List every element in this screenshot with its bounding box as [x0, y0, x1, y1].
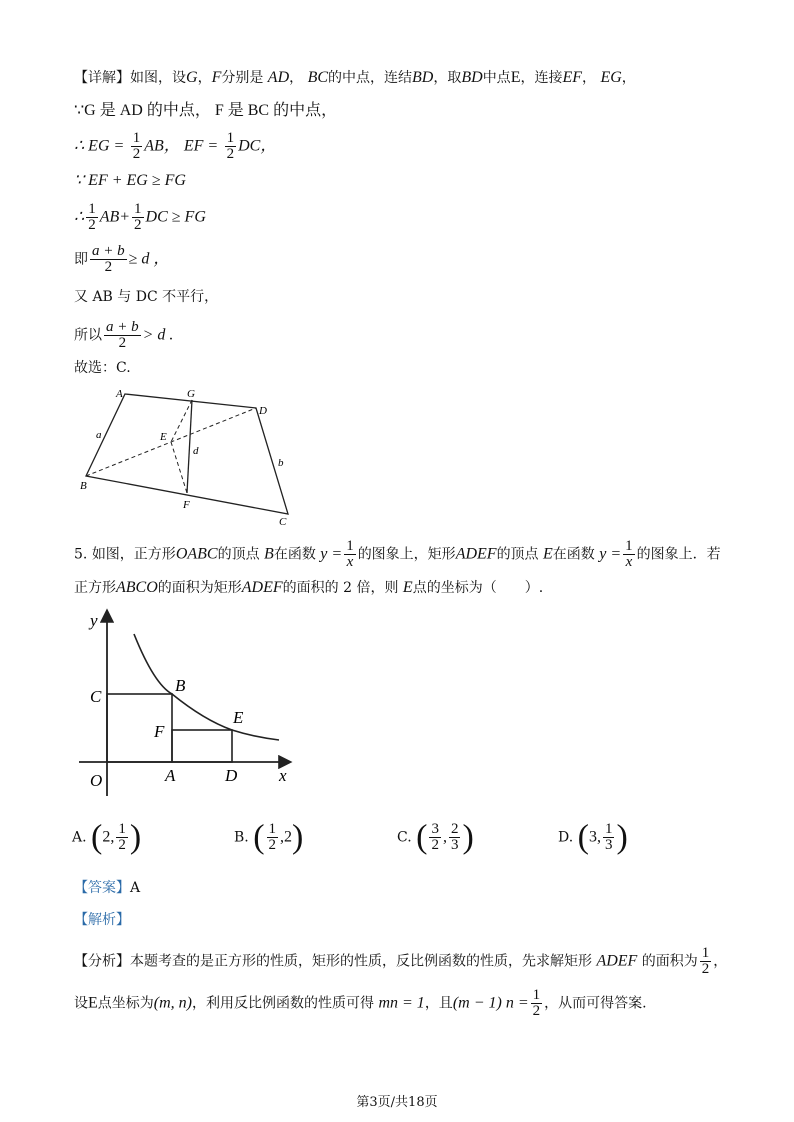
detail-line-8	[74, 320, 173, 351]
numerator: 1	[132, 130, 141, 146]
math: > d .	[142, 326, 174, 344]
denominator: 2	[118, 837, 126, 853]
detail-line-9: 故选：C.	[74, 360, 131, 376]
numerator: a + b	[106, 319, 139, 335]
text: ，	[582, 70, 597, 86]
fraction	[429, 822, 441, 853]
option-a[interactable]: A. (2, $\frac{1}{2}$ )	[72, 818, 142, 856]
text: 中点	[482, 70, 511, 86]
numerator: 1	[134, 201, 142, 217]
fraction	[623, 539, 635, 570]
math: ADEF	[241, 579, 283, 596]
numerator: 1	[701, 945, 710, 961]
math: E	[510, 69, 521, 86]
text: ，利用反比例函数的性质可得	[192, 995, 374, 1012]
detail-line-1	[74, 68, 636, 88]
coordinate-figure	[74, 606, 304, 806]
text: 的顶点	[217, 546, 260, 563]
label-d: d	[193, 445, 199, 457]
quadrilateral-figure	[70, 384, 300, 530]
fraction	[603, 822, 615, 853]
analysis-line-2	[74, 988, 647, 1019]
numerator: 3	[431, 821, 439, 837]
text: 即	[74, 251, 88, 268]
label-D: D	[259, 405, 267, 417]
denominator: 2	[118, 335, 127, 351]
label-b: b	[278, 457, 284, 469]
answer-line	[74, 878, 140, 898]
quad-outline	[86, 394, 288, 514]
text: 的面积为	[641, 953, 698, 970]
numerator: 1	[625, 538, 633, 554]
text: 点坐标为	[97, 995, 154, 1012]
fraction	[90, 244, 127, 275]
label-x: x	[279, 766, 287, 785]
detail-line-6	[74, 244, 169, 275]
math: AB， EF =	[144, 137, 219, 155]
math: E	[88, 994, 98, 1012]
text: 分别是	[221, 70, 264, 86]
denominator: 2	[701, 961, 710, 977]
question-number: 5.	[74, 546, 88, 563]
fraction	[344, 539, 356, 570]
numerator: 1	[226, 130, 235, 146]
numerator: a + b	[92, 243, 125, 259]
denominator: 2	[226, 146, 235, 162]
text: ，	[197, 70, 212, 86]
analysis-heading: 【分析】	[74, 953, 130, 970]
denominator: 2	[431, 837, 439, 853]
label-A: A	[116, 388, 123, 400]
fraction	[116, 822, 128, 853]
text: 的图象上，矩形	[357, 546, 456, 563]
detail-line-2: ∵G 是 AD 的中点， F 是 BC 的中点，	[74, 102, 338, 119]
question-5-line-1	[74, 539, 721, 570]
detail-line-7: 又 AB 与 DC 不平行，	[74, 289, 219, 305]
denominator: 2	[88, 217, 96, 233]
math: F	[211, 69, 222, 86]
math: OABC	[175, 545, 218, 563]
option-d[interactable]: D. (3, $\frac{1}{3}$ )	[558, 818, 628, 856]
fraction	[700, 946, 712, 977]
math: ADEF	[455, 545, 497, 563]
math: BD	[412, 69, 434, 86]
text: 点的坐标为（ ）.	[412, 580, 544, 596]
text: 的中点，连结	[328, 70, 413, 86]
fraction	[225, 131, 237, 162]
math: AB+	[99, 208, 131, 226]
fraction	[267, 822, 279, 853]
detail-label: 【详解】	[74, 70, 130, 86]
question-5-line-2	[74, 578, 543, 598]
text: ，	[289, 70, 304, 86]
denominator: 2	[134, 217, 142, 233]
numerator: 1	[532, 987, 541, 1003]
math: G	[186, 69, 198, 86]
text: 在函数	[552, 546, 595, 563]
text: ，且	[424, 995, 453, 1012]
text: ，连接	[520, 70, 563, 86]
fraction	[531, 988, 543, 1019]
fraction	[449, 822, 461, 853]
text: 的图象上．若	[636, 546, 721, 563]
denominator: 2	[132, 146, 141, 162]
text: 如图，设	[130, 70, 186, 86]
label-E: E	[160, 431, 167, 443]
fraction	[104, 320, 141, 351]
denominator: 2	[268, 837, 277, 853]
text: 设	[74, 995, 88, 1012]
label-O: O	[90, 771, 103, 790]
math: ∴	[74, 208, 85, 226]
numerator: 1	[88, 201, 96, 217]
label-F: F	[154, 722, 165, 741]
label-A: A	[165, 766, 176, 785]
numerator: 1	[268, 821, 277, 837]
analysis-label: 【解析】	[74, 912, 130, 928]
segment-gf	[187, 400, 192, 493]
math: E	[402, 579, 413, 596]
fraction	[132, 202, 144, 233]
math: y =	[599, 545, 622, 563]
label-C: C	[279, 516, 287, 528]
label-B: B	[80, 480, 87, 492]
math: y =	[320, 545, 343, 563]
numerator: 2	[450, 821, 459, 837]
label-a: a	[96, 429, 102, 441]
text: ，	[713, 953, 728, 970]
option-value: 2	[284, 828, 293, 846]
option-label: C.	[397, 829, 412, 846]
option-label: D.	[558, 829, 574, 846]
option-label: A.	[72, 829, 87, 846]
text: 本题考查的是正方形的性质，矩形的性质，反比例函数的性质，先求解矩形	[130, 953, 592, 970]
page-footer: 第3页/共18页	[356, 1095, 438, 1110]
math: B	[264, 545, 274, 563]
text: 的顶点	[496, 546, 539, 563]
label-E: E	[233, 708, 244, 727]
fraction	[86, 202, 98, 233]
numerator: 1	[118, 821, 126, 837]
denominator: x	[625, 554, 633, 570]
answer-value: A	[130, 880, 141, 896]
math: BD	[461, 69, 483, 86]
text: 正方形	[74, 580, 116, 596]
option-value: 2	[102, 828, 111, 846]
segment-eg	[171, 400, 192, 442]
math: ABCO	[116, 579, 158, 596]
math: DC，	[238, 137, 277, 155]
rectangle-adef	[172, 730, 232, 762]
analysis-line-1	[74, 946, 727, 977]
math: AD	[267, 69, 290, 86]
text: 的面积的 2 倍，则	[282, 580, 399, 596]
option-label: B.	[234, 829, 249, 846]
numerator: 1	[604, 821, 613, 837]
label-G: G	[187, 388, 195, 400]
label-y: y	[90, 611, 98, 630]
math: EF	[562, 69, 583, 86]
text: ，	[621, 70, 636, 86]
segment-ef	[171, 442, 187, 493]
math: DC ≥ FG	[145, 208, 206, 226]
text: ，从而可得答案.	[544, 995, 647, 1012]
denominator: 2	[532, 1003, 541, 1019]
math: BC	[307, 69, 329, 86]
label-F: F	[183, 499, 190, 511]
detail-line-3	[74, 131, 276, 162]
fraction	[131, 131, 143, 162]
option-b[interactable]: B. ( $\frac{1}{2}$ ,2)	[234, 818, 304, 856]
detail-line-4: ∵ EF + EG ≥ FG	[74, 172, 186, 189]
numerator: 1	[346, 538, 354, 554]
option-value: 3	[588, 828, 597, 846]
text: 所以	[74, 327, 102, 344]
math: E	[543, 545, 553, 563]
math: (m, n)	[153, 994, 192, 1012]
denominator: 3	[604, 837, 613, 853]
math: ADEF	[596, 952, 638, 970]
math: mn = 1	[378, 994, 425, 1012]
text: 如图，正方形	[91, 546, 176, 563]
text: 在函数	[273, 546, 316, 563]
option-c[interactable]: C. ( $\frac{3}{2}$ , $\frac{2}{3}$ )	[397, 818, 474, 856]
math: ∴ EG =	[74, 137, 125, 155]
label-B: B	[175, 676, 186, 695]
text: 的面积为矩形	[157, 580, 242, 596]
denominator: x	[346, 554, 354, 570]
detail-line-5	[74, 202, 206, 233]
math: ≥ d ，	[128, 250, 170, 268]
label-C: C	[90, 687, 102, 706]
text: ，取	[433, 70, 462, 86]
denominator: 2	[104, 259, 113, 275]
math: EG	[600, 69, 622, 86]
answer-label: 【答案】	[74, 880, 130, 896]
label-D: D	[225, 766, 238, 785]
denominator: 3	[450, 837, 459, 853]
math: (m − 1) n =	[452, 994, 529, 1012]
